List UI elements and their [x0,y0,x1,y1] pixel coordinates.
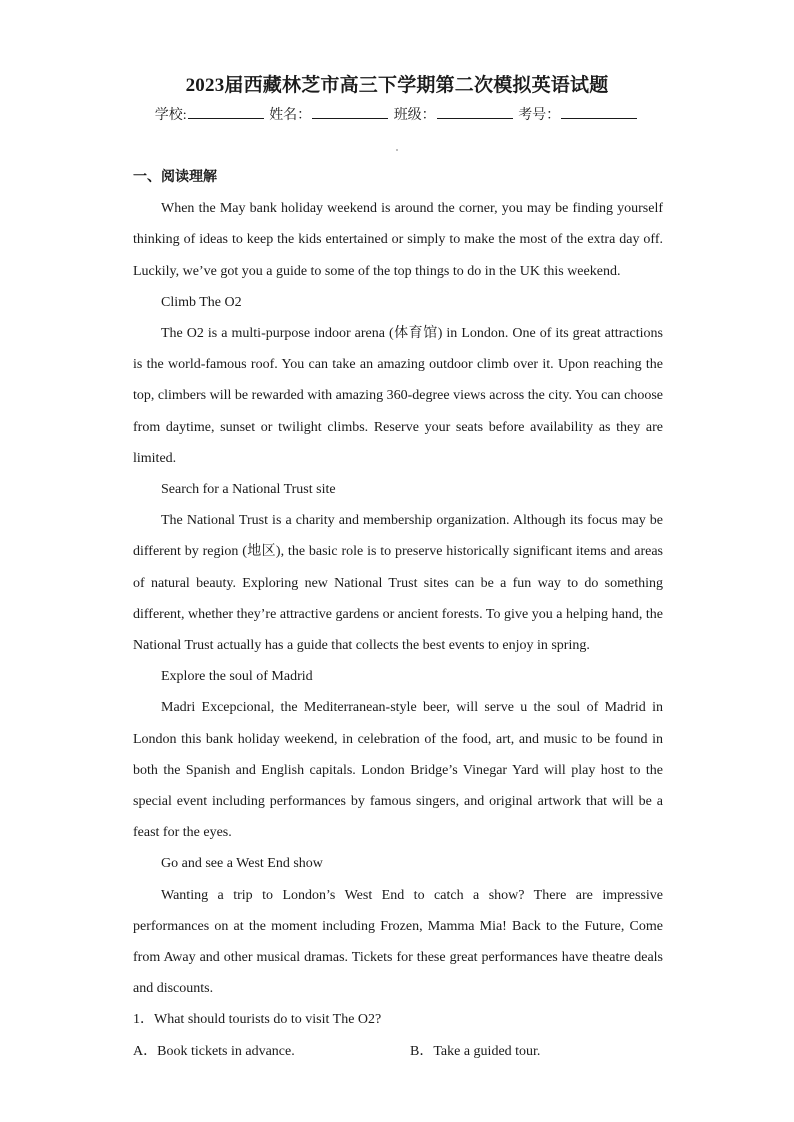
name-label: 姓名： [269,108,312,123]
exam-number-blank [561,106,637,119]
center-mark [396,149,398,151]
item-body-climb-o2: The O2 is a multi-purpose indoor arena (体育馆) in London. One of its great attractions is the world-famous roof. You can take an amazing outdoor climb over it. Upon reaching the top, climbers will be rewarded with amazing 360-degree views across the city. You can choose from daytime, sunset or twilight climbs. Reserve your seats before availability as they are limited. [133,326,663,466]
item-body-west-end: Wanting a trip to London’s West End to catch a show? There are impressive performances on at the moment including Frozen, Mamma Mia! Back to the Future, Come from Away and other musical dramas. Tickets for these great performances have theatre deals and discounts. [133,887,663,997]
reading-section [133,162,663,1067]
name-blank [312,106,388,119]
item-title-climb-o2: Climb The O2 [161,294,242,310]
class-label: 班级： [393,108,436,123]
school-blank [188,106,264,119]
question-1-stem: 1．What should tourists do to visit The O2? [133,1012,382,1028]
intro-paragraph: When the May bank holiday weekend is around the corner, you may be finding yourself thinking of ideas to keep the kids entertained or simply to make the most of the extra day off. Luckily, we’ve got you a guide to some of the top things to do in the UK this weekend. [133,201,663,279]
item-body-national-trust: The National Trust is a charity and membership organization. Although its focus may be different by region (地区), the basic role is to preserve historically significant items and areas of natural beauty. Exploring new National Trust sites can be a fun way to do something different, whether they’re attractive gardens or ancient forests. To give you a helping hand, the National Trust actually has a guide that collects the best events to enjoy in spring. [133,513,663,654]
section-heading: 一、阅读理解 [133,170,217,185]
question-1-option-b[interactable]: B．Take a guided tour. [410,1043,541,1059]
question-1-options [133,1036,663,1067]
item-title-national-trust: Search for a National Trust site [161,482,336,498]
item-body-madrid: Madri Excepcional, the Mediterranean-style beer, will serve u the soul of Madrid in London this bank holiday weekend, in celebration of the food, art, and music to be found in both the Spanish and English capitals. London Bridge’s Vinegar Yard will play host to the special event including performances by famous singers, and original artwork that will be a feast for the eyes. [133,700,663,841]
item-title-madrid: Explore the soul of Madrid [161,669,313,685]
class-blank [437,106,513,119]
page-title: 2023届西藏林芝市高三下学期第二次模拟英语试题 [185,75,609,96]
question-1-option-a[interactable]: A．Book tickets in advance. [133,1043,295,1059]
item-title-west-end: Go and see a West End show [161,856,323,872]
school-label: 学校: [154,108,187,123]
student-info-row [0,104,794,124]
exam-number-label: 考号： [518,108,561,123]
